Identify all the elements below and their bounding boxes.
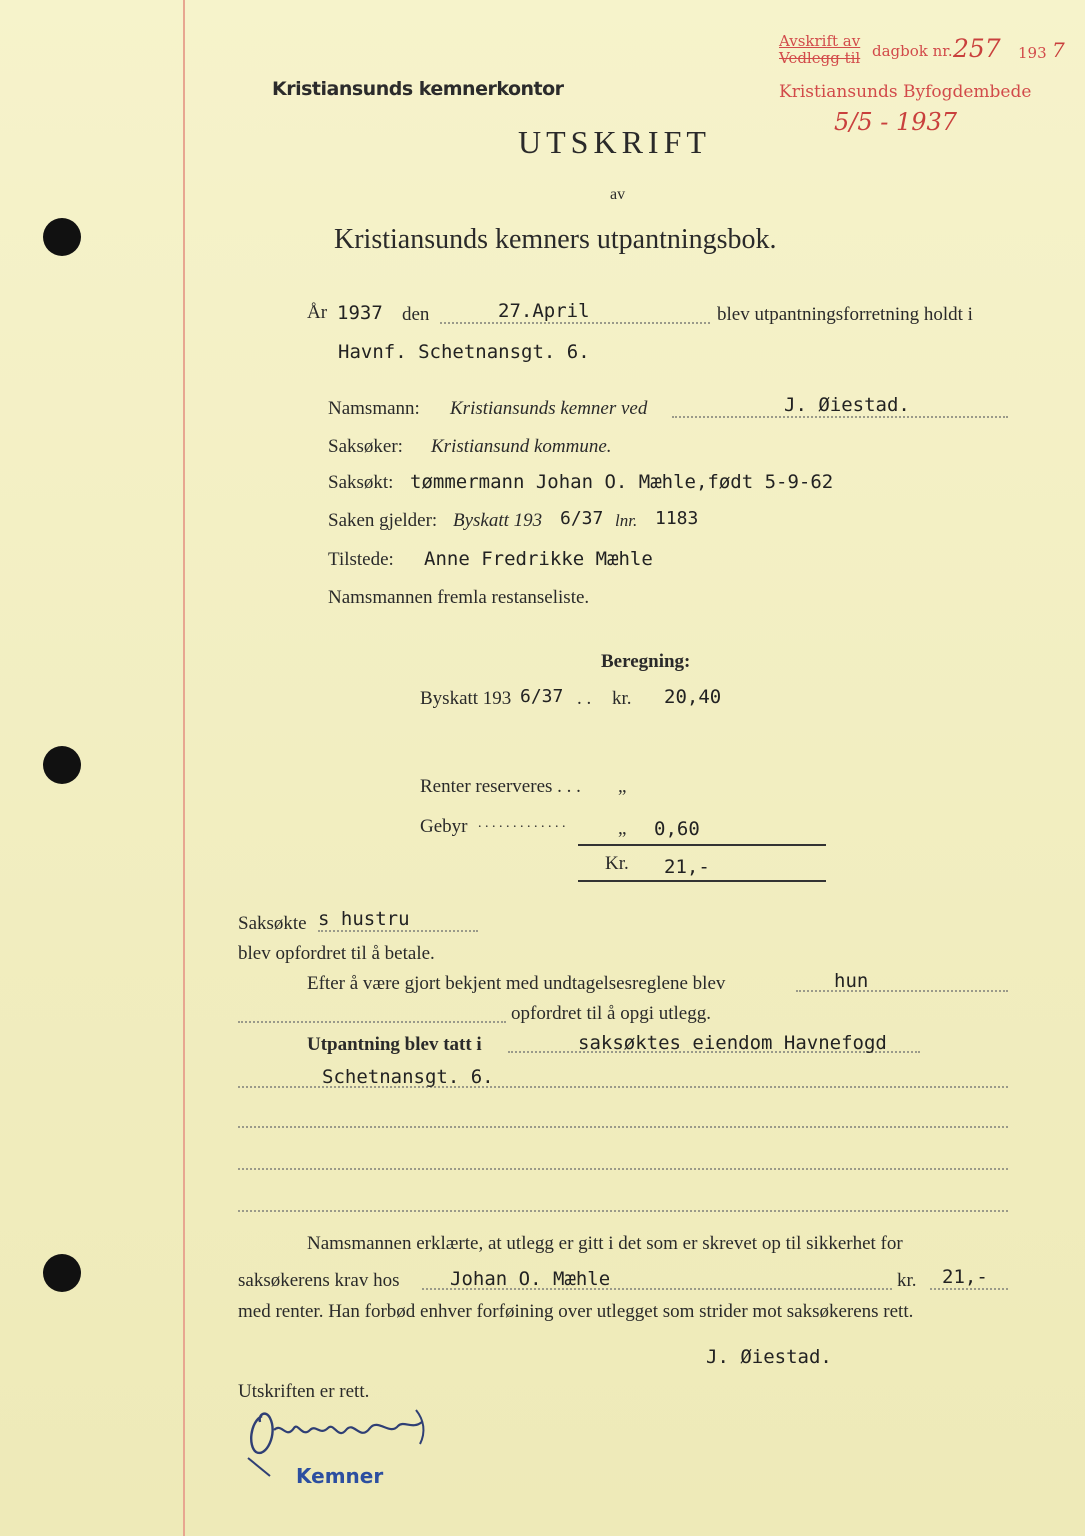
dagbok-number: 257 — [953, 34, 1001, 63]
lnr-label: lnr. — [615, 511, 638, 530]
saksoktes-dotline — [318, 930, 478, 932]
krav-name: Johan O. Mæhle — [450, 1268, 611, 1290]
namsmann-value: J. Øiestad. — [784, 394, 910, 416]
opfordret-text: blev opfordret til å betale. — [238, 943, 435, 964]
intro-date: 27.April — [498, 300, 590, 322]
year-handwritten: 7 — [1052, 38, 1065, 62]
document-title: UTSKRIFT — [518, 124, 711, 160]
ar-label: År — [307, 302, 328, 323]
intro-tail: blev utpantningsforretning holdt i — [717, 304, 973, 325]
byskatt-kr: kr. — [612, 688, 632, 709]
namsmann-dotline — [672, 416, 1008, 418]
opgi-text: opfordret til å opgi utlegg. — [511, 1003, 711, 1024]
byskatt-dots: . . — [577, 688, 592, 709]
den-label: den — [402, 304, 430, 325]
namsmann-text: Kristiansunds kemner ved — [450, 398, 648, 419]
gebyr-amount: 0,60 — [654, 818, 700, 840]
saksoker-label: Saksøker: — [328, 436, 403, 457]
handwritten-date: 5/5 - 1937 — [834, 108, 958, 136]
krav-label: saksøkerens krav hos — [238, 1270, 400, 1291]
saksokt-value: tømmermann Johan O. Mæhle,født 5-9-62 — [410, 471, 834, 493]
punch-hole-middle — [43, 746, 81, 784]
byskatt-year: 6/37 — [520, 686, 564, 707]
restanse-text: Namsmannen fremla restanseliste. — [328, 587, 590, 608]
sum-rule-top — [578, 844, 826, 846]
margin-line — [183, 0, 185, 1536]
gebyr-dots: . . . . . . . . . . . . . — [478, 816, 566, 831]
intro-year: 1937 — [337, 302, 383, 324]
saksokt-label: Saksøkt: — [328, 472, 394, 493]
dagbok-label: dagbok nr. — [872, 42, 953, 60]
saksoktes-label: Saksøkte — [238, 913, 307, 934]
office-stamp: Kristiansunds kemnerkontor — [272, 78, 564, 100]
krav-amount-dotline — [930, 1288, 1008, 1290]
efter-text: Efter å være gjort bekjent med undtagelsesreglene blev — [307, 973, 726, 994]
court-stamp: Kristiansunds Byfogdembede — [779, 82, 1032, 102]
avskrift-label: Avskrift av — [779, 32, 861, 50]
punch-hole-bottom — [43, 1254, 81, 1292]
gebyr-label: Gebyr — [420, 816, 468, 837]
blank-dotline-1 — [238, 1126, 1008, 1128]
namsmann-label: Namsmann: — [328, 398, 420, 419]
lnr-value: 1183 — [655, 508, 699, 529]
krav-amount: 21,- — [942, 1266, 988, 1288]
utpantning-label: Utpantning blev tatt i — [307, 1034, 482, 1055]
erklaerte-text: Namsmannen erklærte, at utlegg er gitt i det som er skrevet op til sikkerhet for — [307, 1233, 903, 1254]
intro-place: Havnf. Schetnansgt. 6. — [338, 341, 590, 363]
year-printed: 193 — [1018, 44, 1047, 62]
hun-dotline — [796, 990, 1008, 992]
utpantning-value: saksøktes eiendom Havnefogd — [578, 1032, 887, 1054]
total-amount: 21,- — [664, 856, 710, 878]
renter-ditto: „ — [618, 776, 627, 797]
utpantning-value-2: Schetnansgt. 6. — [322, 1066, 494, 1088]
saksoker-value: Kristiansund kommune. — [431, 436, 612, 457]
blank-dotline-2 — [238, 1168, 1008, 1170]
krav-kr: kr. — [897, 1270, 917, 1291]
total-label: Kr. — [605, 853, 629, 874]
title-av: av — [610, 186, 626, 203]
saksoktes-value: s hustru — [318, 908, 410, 930]
beregning-heading: Beregning: — [601, 651, 691, 672]
gebyr-ditto: „ — [618, 818, 627, 839]
gjelder-label: Saken gjelder: — [328, 510, 438, 531]
blank-dotline-3 — [238, 1210, 1008, 1212]
tilstede-value: Anne Fredrikke Mæhle — [424, 548, 653, 570]
vedlegg-label: Vedlegg til — [779, 49, 861, 67]
signature-namsmann: J. Øiestad. — [706, 1346, 832, 1368]
opgi-dotline — [238, 1021, 506, 1023]
rett-text: Utskriften er rett. — [238, 1381, 370, 1402]
punch-hole-top — [43, 218, 81, 256]
kemner-stamp: Kemner — [296, 1464, 384, 1488]
sum-rule-bottom — [578, 880, 826, 882]
gjelder-printed: Byskatt 193 — [453, 510, 543, 531]
byskatt-label: Byskatt 193 — [420, 688, 512, 709]
gjelder-year: 6/37 — [560, 508, 604, 529]
hun-value: hun — [834, 970, 869, 992]
date-dotline — [440, 322, 710, 324]
byskatt-amount: 20,40 — [664, 686, 722, 708]
renter-label: Renter reserveres . . . — [420, 776, 581, 797]
document-subtitle: Kristiansunds kemners utpantningsbok. — [334, 224, 777, 255]
renter-text: med renter. Han forbød enhver forføining over utlegget som strider mot saksøkerens rett. — [238, 1301, 914, 1322]
tilstede-label: Tilstede: — [328, 549, 394, 570]
